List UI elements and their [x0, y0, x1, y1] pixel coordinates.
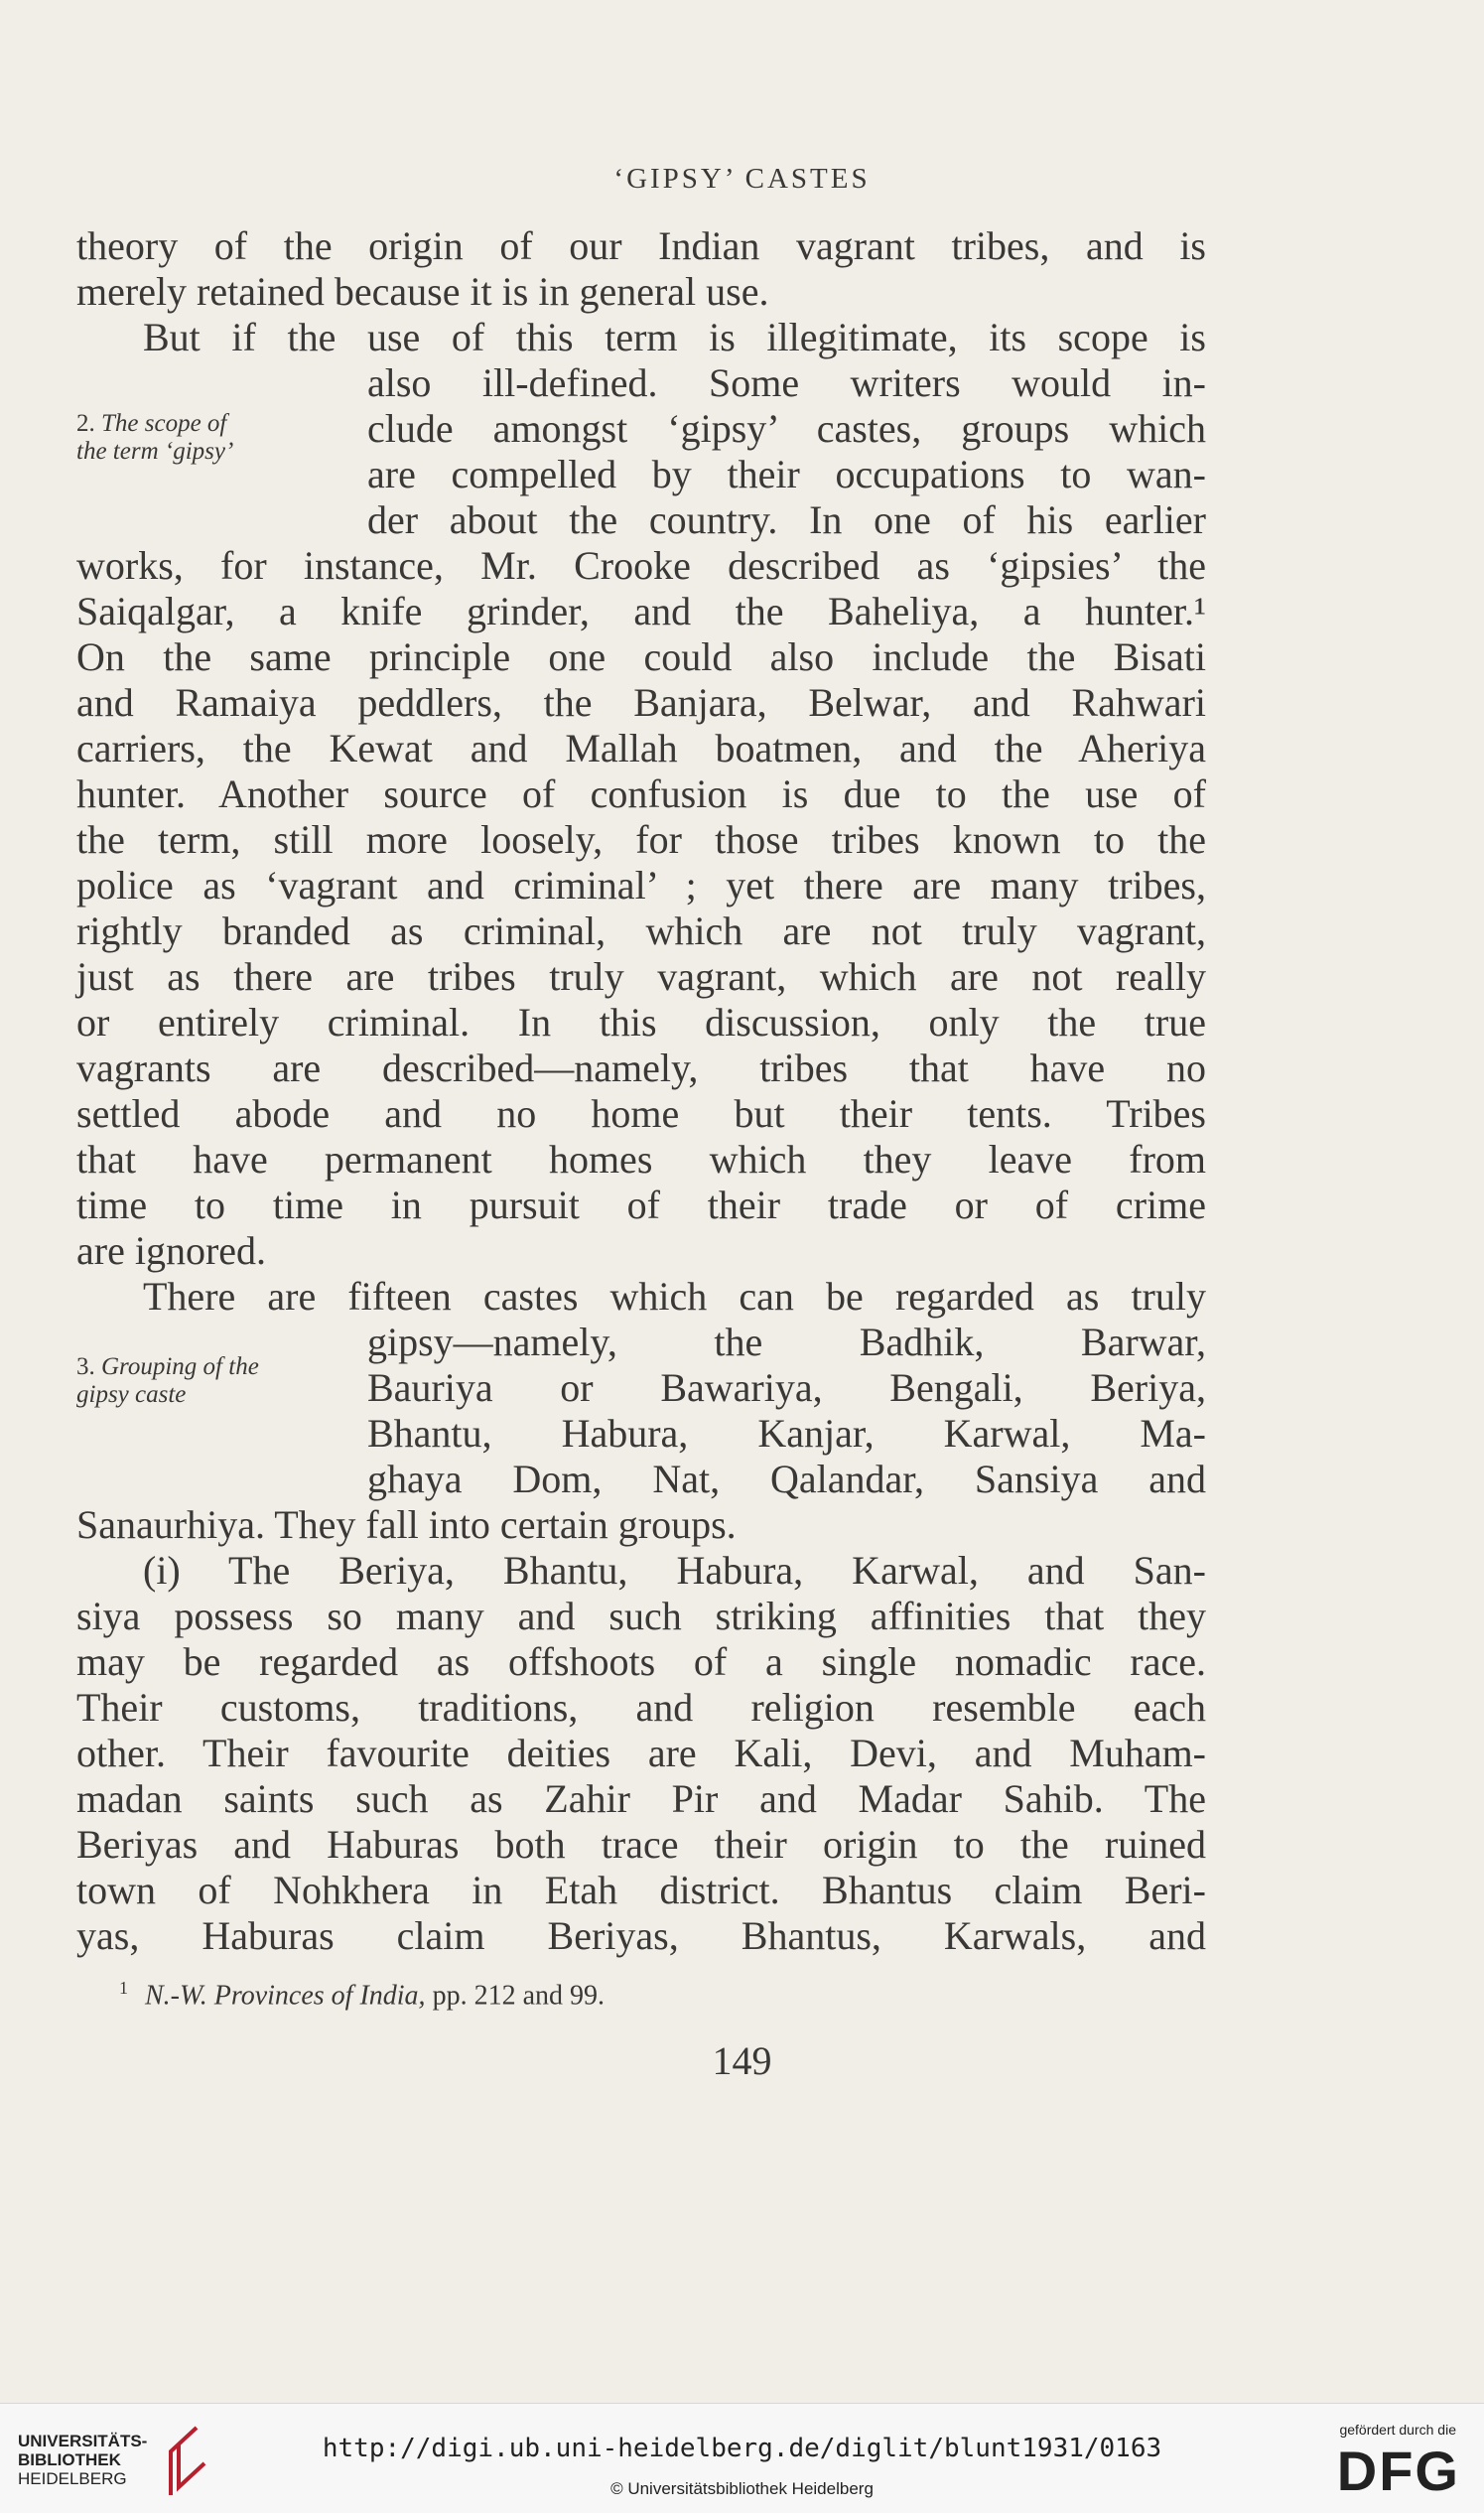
- text-line: Their customs, traditions, and religion resemble each: [76, 1685, 1206, 1730]
- text-line: that have permanent homes which they leave from: [76, 1137, 1206, 1182]
- text-line: Sanaurhiya. They fall into certain groups.: [76, 1502, 737, 1547]
- dfg-logo: DFG: [1336, 2440, 1460, 2502]
- text-line: and Ramaiya peddlers, the Banjara, Belwar, and Rahwari: [76, 680, 1206, 725]
- text-line: der about the country. In one of his earlier: [367, 497, 1206, 542]
- text-line: settled abode and no home but their tents. Tribes: [76, 1091, 1206, 1136]
- funding-note: gefördert durch die: [1339, 2422, 1456, 2438]
- text-line: yas, Haburas claim Beriyas, Bhantus, Karwals, and: [76, 1913, 1206, 1958]
- text-line: rightly branded as criminal, which are not truly vagrant,: [76, 908, 1206, 953]
- text-line: clude amongst ‘gipsy’ castes, groups which: [367, 406, 1206, 451]
- sidenote-line: The scope of: [101, 410, 227, 437]
- sidenote-number: 2.: [76, 410, 95, 437]
- sidenote-line: gipsy caste: [76, 1381, 187, 1408]
- text-line: are ignored.: [76, 1228, 267, 1273]
- text-line: just as there are tribes truly vagrant, which are not really: [76, 954, 1206, 999]
- text-line: Bhantu, Habura, Kanjar, Karwal, Ma-: [367, 1411, 1206, 1456]
- footnote-mark: 1: [119, 1978, 128, 1998]
- permalink-url[interactable]: http://digi.ub.uni-heidelberg.de/diglit/blunt1931/0163: [322, 2434, 1162, 2463]
- library-name-line: HEIDELBERG: [18, 2469, 127, 2488]
- text-line: madan saints such as Zahir Pir and Madar Sahib. The: [76, 1776, 1206, 1821]
- text-line: carriers, the Kewat and Mallah boatmen, and the Aheriya: [76, 726, 1206, 770]
- library-name-line: UNIVERSITÄTS-: [18, 2432, 148, 2450]
- text-line: theory of the origin of our Indian vagrant tribes, and is: [76, 223, 1206, 268]
- text-line: may be regarded as offshoots of a single nomadic race.: [76, 1639, 1206, 1684]
- text-line: works, for instance, Mr. Crooke described as ‘gipsies’ the: [76, 543, 1206, 588]
- text-line: time to time in pursuit of their trade or of crime: [76, 1183, 1206, 1227]
- text-line: also ill-defined. Some writers would in-: [367, 360, 1206, 405]
- text-line: vagrants are described—namely, tribes that have no: [76, 1046, 1206, 1090]
- page-number: 149: [712, 2038, 772, 2083]
- running-head: ‘GIPSY’ CASTES: [613, 163, 871, 195]
- text-line: the term, still more loosely, for those tribes known to the: [76, 817, 1206, 862]
- sidenote-scope: [76, 410, 364, 466]
- text-line: or entirely criminal. In this discussion, only the true: [76, 1000, 1206, 1045]
- text-line: Bauriya or Bawariya, Bengali, Beriya,: [367, 1365, 1206, 1410]
- footnote: [119, 1978, 605, 2012]
- text-line: other. Their favourite deities are Kali, Devi, and Muham-: [76, 1731, 1206, 1775]
- text-line: town of Nohkhera in Etah district. Bhantus claim Beri-: [76, 1868, 1206, 1912]
- sidenote-line: the term ‘gipsy’: [76, 438, 234, 465]
- text-line: Saiqalgar, a knife grinder, and the Baheliya, a hunter.¹: [76, 589, 1206, 633]
- footnote-pages: pp. 212 and 99.: [432, 1980, 605, 2012]
- sidenote-line: Grouping of the: [101, 1353, 259, 1380]
- text-line: But if the use of this term is illegitimate, its scope is: [143, 315, 1206, 359]
- copyright-notice: © Universitätsbibliothek Heidelberg: [610, 2479, 874, 2498]
- text-line: hunter. Another source of confusion is due to the use of: [76, 771, 1206, 816]
- text-line: siya possess so many and such striking affinities that they: [76, 1594, 1206, 1638]
- viewer-footer: [0, 2403, 1484, 2513]
- text-line: There are fifteen castes which can be regarded as truly: [143, 1274, 1206, 1319]
- text-line: Beriyas and Haburas both trace their origin to the ruined: [76, 1822, 1206, 1867]
- text-line: (i) The Beriya, Bhantu, Habura, Karwal, and San-: [143, 1548, 1206, 1593]
- footnote-title: N.-W. Provinces of India,: [145, 1980, 426, 2012]
- sidenote-grouping: [76, 1353, 364, 1409]
- library-name-line: BIBLIOTHEK: [18, 2450, 121, 2469]
- sidenote-number: 3.: [76, 1353, 95, 1380]
- text-line: gipsy—namely, the Badhik, Barwar,: [367, 1320, 1206, 1364]
- text-line: merely retained because it is in general use.: [76, 269, 769, 314]
- text-line: On the same principle one could also include the Bisati: [76, 634, 1206, 679]
- text-line: police as ‘vagrant and criminal’ ; yet there are many tribes,: [76, 863, 1206, 907]
- text-line: ghaya Dom, Nat, Qalandar, Sansiya and: [367, 1457, 1206, 1501]
- text-line: are compelled by their occupations to wan-: [367, 452, 1206, 496]
